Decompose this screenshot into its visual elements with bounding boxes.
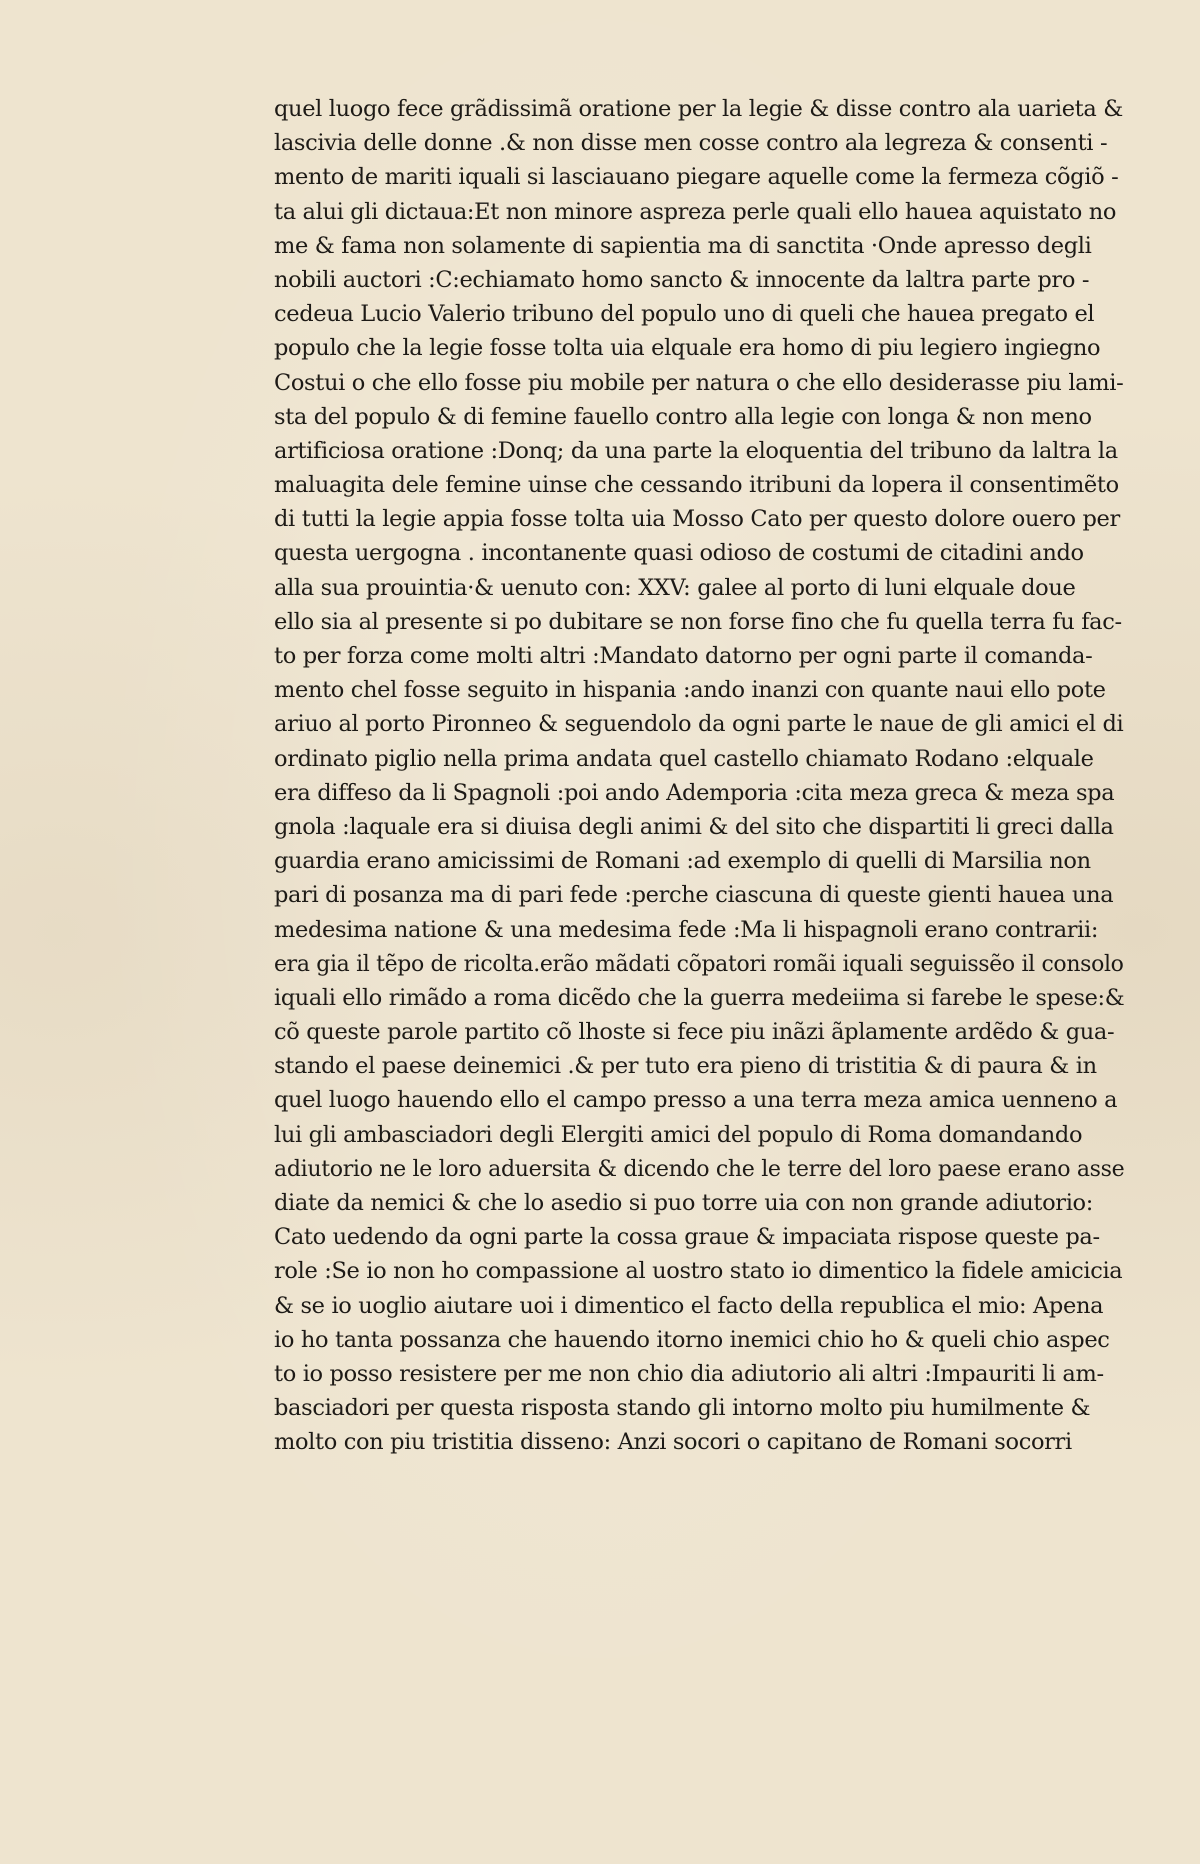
text-block [274,92,1124,1460]
text-line: lui gli ambasciadori degli Elergiti amici del populo di Roma domandando [274,1121,1083,1148]
text-line: quel luogo hauendo ello el campo presso a una terra meza amica uenneno a [274,1087,1118,1114]
text-line: role :Se io non ho compassione al uostro stato io dimentico la fidele amicicia [274,1258,1123,1285]
text-line: mento chel fosse seguito in hispania :ando inanzi con quante naui ello pote [274,677,1106,704]
text-line: ordinato piglio nella prima andata quel castello chiamato Rodano :elquale [274,745,1094,772]
text-line: to per forza come molti altri :Mandato datorno per ogni parte il comanda- [274,643,1093,669]
text-line: & se io uoglio aiutare uoi i dimentico el facto della republica el mio: Apena [274,1292,1104,1319]
text-line: molto con piu tristitia disseno: Anzi socori o capitano de Romani socorri [274,1429,1072,1456]
text-line: ariuo al porto Pironneo & seguendolo da ogni parte le naue de gli amici el di [274,711,1124,738]
text-line: iquali ello rimãdo a roma dicẽdo che la guerra medeiima si farebe le spese:& [274,984,1125,1011]
text-line: to io posso resistere per me non chio dia adiutorio ali altri :Impauriti li am- [274,1360,1104,1387]
text-line: era diffeso da li Spagnoli :poi ando Ademporia :cita meza greca & meza spa [274,779,1115,806]
text-line: adiutorio ne le loro aduersita & dicendo che le terre del loro paese erano asse [274,1155,1125,1182]
text-line: Costui o che ello fosse piu mobile per natura o che ello desiderasse piu lami- [274,369,1124,396]
text-line: medesima natione & una medesima fede :Ma li hispagnoli erano contrarii: [274,916,1099,943]
text-line: ello sia al presente si po dubitare se non forse fino che fu quella terra fu fac- [274,608,1122,635]
text-line: mento de mariti iquali si lasciauano piegare aquelle come la fermeza cõgiõ - [274,164,1119,191]
text-line: di tutti la legie appia fosse tolta uia Mosso Cato per questo dolore ouero per [274,506,1120,533]
text-line: cõ queste parole partito cõ lhoste si fece piu inãzi ãplamente ardẽdo & gua- [274,1019,1115,1046]
text-line: io ho tanta possanza che hauendo itorno inemici chio ho & queli chio aspec [274,1326,1110,1353]
text-line: Cato uedendo da ogni parte la cossa graue & impaciata rispose queste pa- [274,1224,1100,1251]
text-line: ta alui gli dictaua:Et non minore aspreza perle quali ello hauea aquistato no [274,198,1117,225]
text-line: cedeua Lucio Valerio tribuno del populo uno di queli che hauea pregato el [274,301,1095,328]
text-line: maluagita dele femine uinse che cessando itribuni da lopera il consentimẽto [274,472,1119,499]
text-line: era gia il tẽpo de ricolta.erão mãdati cõpatori romãi iquali seguissẽo il consolo [274,950,1124,977]
text-line: guardia erano amicissimi de Romani :ad exemplo di quelli di Marsilia non [274,848,1091,875]
text-line: quel luogo fece grãdissimã oratione per la legie & disse contro ala uarieta & [274,96,1123,122]
text-line: pari di posanza ma di pari fede :perche ciascuna di queste gienti hauea una [274,882,1114,909]
text-line: alla sua prouintia·& uenuto con: XXV: galee al porto di luni elquale doue [274,574,1076,601]
text-line: lascivia delle donne .& non disse men cosse contro ala legreza & consenti - [274,130,1108,157]
text-line: stando el paese deinemici .& per tuto era pieno di tristitia & di paura & in [274,1053,1097,1080]
text-line: questa uergogna . incontanente quasi odioso de costumi de citadini ando [274,540,1084,567]
text-line: nobili auctori :C:echiamato homo sancto & innocente da laltra parte pro - [274,266,1090,293]
text-line: gnola :laquale era si diuisa degli animi & del sito che dispartiti li greci dalla [274,813,1114,840]
text-line: basciadori per questa risposta stando gli intorno molto piu humilmente & [274,1395,1091,1422]
text-line: sta del populo & di femine fauello contro alla legie con longa & non meno [274,403,1092,430]
text-line: me & fama non solamente di sapientia ma di sanctita ·Onde apresso degli [274,232,1092,259]
text-line: diate da nemici & che lo asedio si puo torre uia con non grande adiutorio: [274,1190,1093,1216]
text-line: populo che la legie fosse tolta uia elquale era homo di piu legiero ingiegno [274,335,1101,362]
text-line: artificiosa oratione :Donq; da una parte la eloquentia del tribuno da laltra la [274,437,1118,464]
